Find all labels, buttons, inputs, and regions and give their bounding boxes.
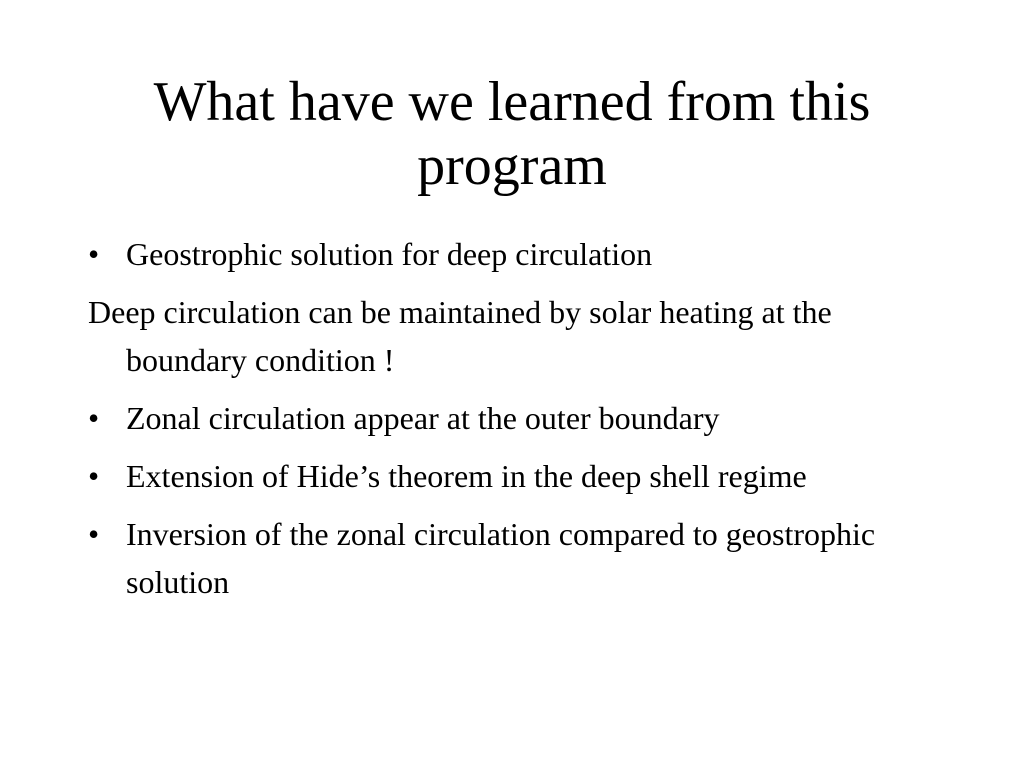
bullet-dot-icon: • <box>88 236 100 272</box>
slide-title: What have we learned from this program <box>153 71 871 197</box>
bullet-dot-icon: • <box>88 400 100 436</box>
bullet-item <box>88 510 948 606</box>
bullet-item <box>88 394 948 442</box>
paragraph-item <box>88 288 948 384</box>
bullet-text: Extension of Hide’s theorem in the deep shell regime <box>126 458 807 494</box>
bullet-text: Geostrophic solution for deep circulation <box>126 236 653 272</box>
bullet-item <box>88 452 948 500</box>
slide-body <box>88 230 948 606</box>
bullet-dot-icon: • <box>88 516 100 552</box>
paragraph-text: Deep circulation can be maintained by solar heating at the boundary condition ! <box>88 294 832 378</box>
bullet-dot-icon: • <box>88 458 100 494</box>
bullet-item <box>88 230 948 278</box>
bullet-text: Zonal circulation appear at the outer boundary <box>126 400 720 436</box>
bullet-text: Inversion of the zonal circulation compared to geostrophic solution <box>126 516 876 600</box>
